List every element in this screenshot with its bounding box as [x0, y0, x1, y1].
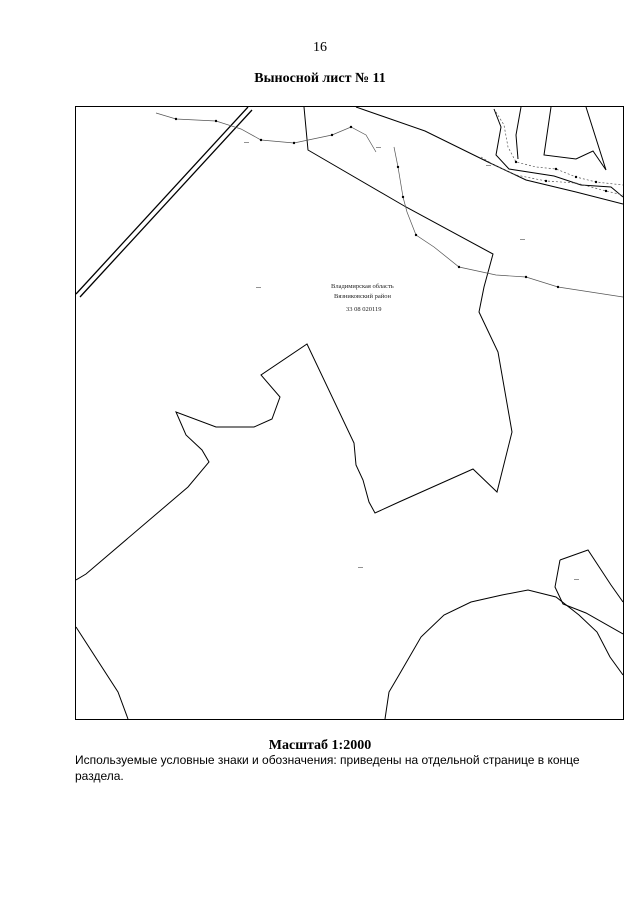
cadastral-map	[76, 107, 623, 719]
sheet-title: Выносной лист № 11	[254, 71, 386, 86]
parcel-boundary	[544, 107, 606, 170]
survey-line	[156, 113, 376, 152]
page-number: 16	[313, 40, 327, 55]
parcel-boundary	[76, 107, 512, 580]
road-line	[80, 110, 252, 297]
parcel-boundary	[494, 109, 623, 197]
parcel-boundary	[560, 550, 623, 602]
parcel-boundary	[516, 107, 521, 159]
region-label: Владимирская область	[331, 283, 394, 290]
parcel-boundary	[385, 590, 623, 719]
cadastral-number-label: 33 08 020119	[346, 306, 382, 313]
map-frame	[75, 106, 624, 720]
parcel-boundary	[555, 560, 623, 634]
parcel-boundary	[76, 627, 128, 719]
survey-line	[394, 147, 623, 297]
road-line	[76, 107, 248, 294]
survey-line	[496, 112, 623, 185]
scale-label: Масштаб 1:2000	[268, 738, 372, 753]
district-label: Вязниковский район	[334, 293, 391, 300]
legend-note: Используемые условные знаки и обозначения: приведены на отдельной странице в конце раздела.	[75, 753, 580, 783]
